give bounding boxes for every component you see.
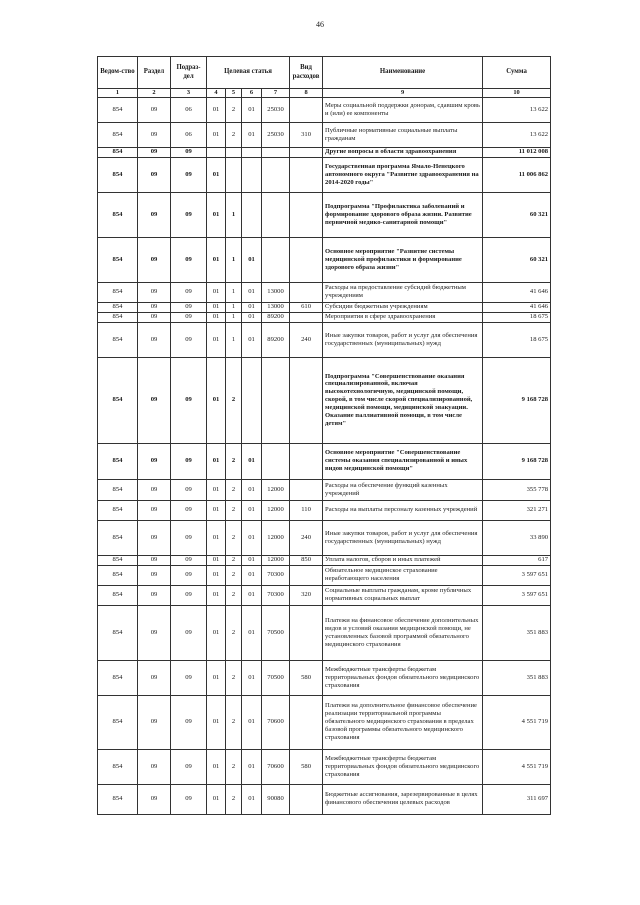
table-row <box>98 565 551 585</box>
header-target-article: Целевая статья <box>207 57 290 89</box>
table-row <box>98 660 551 695</box>
cell-department: 854 <box>98 520 138 555</box>
header-expense-type: Вид расходов <box>290 57 323 89</box>
cell-section: 09 <box>138 302 171 312</box>
cell-amount: 9 168 728 <box>483 443 551 479</box>
cell-target-subprogram: 2 <box>226 784 242 814</box>
cell-amount: 11 012 008 <box>483 147 551 157</box>
cell-target-direction <box>262 357 290 443</box>
cell-target-subprogram: 2 <box>226 555 242 565</box>
cell-target-activity: 01 <box>242 784 262 814</box>
cell-name: Основное мероприятие "Совершенствование системы оказания специализированной и иных видов медицинской помощи" <box>323 443 483 479</box>
cell-target-subprogram: 1 <box>226 302 242 312</box>
cell-target-direction: 70500 <box>262 660 290 695</box>
cell-target-program: 01 <box>207 479 226 500</box>
cell-department: 854 <box>98 479 138 500</box>
cell-subsection: 09 <box>171 660 207 695</box>
cell-amount: 13 622 <box>483 97 551 122</box>
cell-expense-type: 580 <box>290 660 323 695</box>
cell-target-activity: 01 <box>242 443 262 479</box>
table-row <box>98 555 551 565</box>
cell-expense-type <box>290 443 323 479</box>
cell-section: 09 <box>138 749 171 784</box>
cell-section: 09 <box>138 660 171 695</box>
cell-target-activity: 01 <box>242 500 262 520</box>
header-department: Ведом-ство <box>98 57 138 89</box>
cell-target-subprogram: 2 <box>226 357 242 443</box>
cell-name: Публичные нормативные социальные выплаты гражданам <box>323 122 483 147</box>
cell-expense-type <box>290 357 323 443</box>
header-amount: Сумма <box>483 57 551 89</box>
cell-target-activity: 01 <box>242 302 262 312</box>
cell-department: 854 <box>98 565 138 585</box>
cell-target-activity: 01 <box>242 605 262 660</box>
cell-amount: 351 883 <box>483 660 551 695</box>
cell-expense-type: 240 <box>290 322 323 357</box>
header-name: Наименование <box>323 57 483 89</box>
cell-expense-type: 850 <box>290 555 323 565</box>
cell-target-program: 01 <box>207 565 226 585</box>
table-row <box>98 237 551 282</box>
cell-target-activity: 01 <box>242 585 262 605</box>
cell-target-subprogram: 2 <box>226 605 242 660</box>
cell-target-direction: 12000 <box>262 479 290 500</box>
cell-subsection: 09 <box>171 312 207 322</box>
cell-name: Меры социальной поддержки донорам, сдавшим кровь и (или) ее компоненты <box>323 97 483 122</box>
column-number: 1 <box>98 89 138 98</box>
cell-name: Основное мероприятие "Развитие системы медицинской профилактики и формирование здорового образа жизни" <box>323 237 483 282</box>
cell-amount: 617 <box>483 555 551 565</box>
cell-section: 09 <box>138 784 171 814</box>
cell-target-activity: 01 <box>242 122 262 147</box>
cell-target-activity: 01 <box>242 97 262 122</box>
cell-department: 854 <box>98 157 138 192</box>
cell-section: 09 <box>138 565 171 585</box>
cell-target-activity <box>242 357 262 443</box>
cell-subsection: 09 <box>171 147 207 157</box>
cell-target-subprogram: 2 <box>226 585 242 605</box>
cell-amount: 33 890 <box>483 520 551 555</box>
cell-target-activity: 01 <box>242 555 262 565</box>
cell-target-subprogram: 2 <box>226 565 242 585</box>
cell-expense-type: 580 <box>290 749 323 784</box>
cell-target-direction: 70600 <box>262 695 290 749</box>
cell-target-direction: 70300 <box>262 565 290 585</box>
cell-amount: 41 646 <box>483 302 551 312</box>
cell-amount: 60 321 <box>483 237 551 282</box>
cell-name: Иные закупки товаров, работ и услуг для обеспечения государственных (муниципальных) нужд <box>323 322 483 357</box>
cell-target-subprogram: 2 <box>226 443 242 479</box>
cell-amount: 18 675 <box>483 322 551 357</box>
cell-amount: 351 883 <box>483 605 551 660</box>
cell-name: Подпрограмма "Профилактика заболеваний и формирование здорового образа жизни. Развитие первичной медико-санитарной помощи" <box>323 192 483 237</box>
cell-name: Мероприятия в сфере здравоохранения <box>323 312 483 322</box>
cell-target-direction <box>262 443 290 479</box>
cell-target-program: 01 <box>207 500 226 520</box>
cell-name: Иные закупки товаров, работ и услуг для обеспечения государственных (муниципальных) нужд <box>323 520 483 555</box>
cell-target-direction: 89200 <box>262 312 290 322</box>
column-number-row <box>98 89 551 98</box>
page-number: 46 <box>316 20 324 29</box>
cell-subsection: 09 <box>171 695 207 749</box>
cell-target-program: 01 <box>207 443 226 479</box>
cell-section: 09 <box>138 312 171 322</box>
cell-section: 09 <box>138 443 171 479</box>
column-number: 8 <box>290 89 323 98</box>
cell-section: 09 <box>138 282 171 302</box>
cell-target-subprogram: 2 <box>226 695 242 749</box>
cell-target-program: 01 <box>207 357 226 443</box>
cell-target-activity <box>242 157 262 192</box>
cell-name: Платежи на дополнительное финансовое обеспечение реализации территориальной программы обязательного медицинского страхования в пределах базовой программы обязательного медицинского страхования <box>323 695 483 749</box>
cell-target-program: 01 <box>207 97 226 122</box>
cell-target-direction: 12000 <box>262 520 290 555</box>
cell-name: Субсидии бюджетным учреждениям <box>323 302 483 312</box>
cell-subsection: 06 <box>171 122 207 147</box>
cell-target-activity: 01 <box>242 479 262 500</box>
cell-target-program: 01 <box>207 157 226 192</box>
table-row <box>98 784 551 814</box>
cell-target-subprogram: 2 <box>226 749 242 784</box>
cell-target-activity: 01 <box>242 749 262 784</box>
cell-amount: 13 622 <box>483 122 551 147</box>
cell-target-program: 01 <box>207 660 226 695</box>
cell-department: 854 <box>98 97 138 122</box>
cell-amount: 4 551 719 <box>483 749 551 784</box>
table-row <box>98 192 551 237</box>
cell-target-program: 01 <box>207 585 226 605</box>
cell-amount: 311 697 <box>483 784 551 814</box>
cell-amount: 4 551 719 <box>483 695 551 749</box>
cell-target-direction: 25030 <box>262 122 290 147</box>
cell-department: 854 <box>98 695 138 749</box>
cell-subsection: 09 <box>171 555 207 565</box>
cell-subsection: 09 <box>171 784 207 814</box>
cell-expense-type <box>290 157 323 192</box>
cell-expense-type: 240 <box>290 520 323 555</box>
cell-department: 854 <box>98 605 138 660</box>
cell-target-subprogram: 2 <box>226 520 242 555</box>
cell-expense-type <box>290 147 323 157</box>
cell-department: 854 <box>98 192 138 237</box>
cell-amount: 41 646 <box>483 282 551 302</box>
column-number: 3 <box>171 89 207 98</box>
cell-department: 854 <box>98 585 138 605</box>
cell-section: 09 <box>138 520 171 555</box>
cell-department: 854 <box>98 147 138 157</box>
cell-target-direction: 13000 <box>262 302 290 312</box>
cell-expense-type <box>290 695 323 749</box>
cell-section: 09 <box>138 122 171 147</box>
cell-expense-type: 110 <box>290 500 323 520</box>
cell-amount: 355 778 <box>483 479 551 500</box>
cell-expense-type <box>290 565 323 585</box>
cell-name: Уплата налогов, сборов и иных платежей <box>323 555 483 565</box>
table-row <box>98 157 551 192</box>
table-row <box>98 443 551 479</box>
cell-section: 09 <box>138 585 171 605</box>
cell-target-subprogram: 2 <box>226 479 242 500</box>
cell-target-direction: 12000 <box>262 500 290 520</box>
column-number: 9 <box>323 89 483 98</box>
cell-department: 854 <box>98 312 138 322</box>
budget-table <box>97 56 551 815</box>
cell-target-activity: 01 <box>242 312 262 322</box>
cell-target-direction: 90080 <box>262 784 290 814</box>
cell-expense-type <box>290 312 323 322</box>
cell-target-activity: 01 <box>242 565 262 585</box>
table-row <box>98 122 551 147</box>
cell-target-subprogram: 1 <box>226 237 242 282</box>
cell-target-program: 01 <box>207 312 226 322</box>
table-row <box>98 479 551 500</box>
cell-name: Другие вопросы в области здравоохранения <box>323 147 483 157</box>
cell-expense-type: 610 <box>290 302 323 312</box>
cell-expense-type <box>290 192 323 237</box>
cell-department: 854 <box>98 555 138 565</box>
cell-name: Бюджетные ассигнования, зарезервированные в целях финансового обеспечения целевых расходов <box>323 784 483 814</box>
cell-section: 09 <box>138 500 171 520</box>
table-header-row <box>98 57 551 89</box>
cell-target-direction <box>262 147 290 157</box>
cell-target-activity <box>242 147 262 157</box>
cell-subsection: 09 <box>171 605 207 660</box>
cell-section: 09 <box>138 157 171 192</box>
cell-subsection: 09 <box>171 520 207 555</box>
cell-target-subprogram: 2 <box>226 122 242 147</box>
cell-target-activity: 01 <box>242 520 262 555</box>
cell-target-direction <box>262 237 290 282</box>
cell-department: 854 <box>98 749 138 784</box>
cell-expense-type <box>290 605 323 660</box>
cell-target-activity: 01 <box>242 695 262 749</box>
cell-target-program: 01 <box>207 695 226 749</box>
cell-subsection: 09 <box>171 357 207 443</box>
cell-target-direction: 89200 <box>262 322 290 357</box>
cell-department: 854 <box>98 357 138 443</box>
table-row <box>98 147 551 157</box>
cell-subsection: 09 <box>171 565 207 585</box>
column-number: 6 <box>242 89 262 98</box>
cell-target-direction: 70600 <box>262 749 290 784</box>
cell-target-program <box>207 147 226 157</box>
cell-department: 854 <box>98 784 138 814</box>
cell-department: 854 <box>98 443 138 479</box>
cell-subsection: 09 <box>171 157 207 192</box>
cell-section: 09 <box>138 695 171 749</box>
cell-name: Расходы на обеспечение функций казенных учреждений <box>323 479 483 500</box>
cell-target-activity <box>242 192 262 237</box>
cell-target-program: 01 <box>207 237 226 282</box>
cell-target-direction: 13000 <box>262 282 290 302</box>
table-row <box>98 322 551 357</box>
cell-target-program: 01 <box>207 605 226 660</box>
cell-target-subprogram: 1 <box>226 322 242 357</box>
cell-name: Подпрограмма "Совершенствование оказания специализированной, включая высокотехнологичную, медицинской помощи, скорой, в том числе скорой специализированной, медицинской помощи, медицинской эвакуации. Оказание паллиативной помощи, в том числе детям" <box>323 357 483 443</box>
cell-target-program: 01 <box>207 282 226 302</box>
cell-expense-type <box>290 237 323 282</box>
cell-amount: 321 271 <box>483 500 551 520</box>
cell-amount: 3 597 651 <box>483 585 551 605</box>
table-row <box>98 500 551 520</box>
column-number: 10 <box>483 89 551 98</box>
cell-target-subprogram <box>226 157 242 192</box>
table-row <box>98 357 551 443</box>
column-number: 4 <box>207 89 226 98</box>
cell-target-program: 01 <box>207 520 226 555</box>
table-row <box>98 695 551 749</box>
cell-department: 854 <box>98 122 138 147</box>
cell-subsection: 09 <box>171 192 207 237</box>
cell-target-subprogram: 1 <box>226 282 242 302</box>
cell-name: Расходы на выплаты персоналу казенных учреждений <box>323 500 483 520</box>
cell-section: 09 <box>138 605 171 660</box>
cell-target-direction: 25030 <box>262 97 290 122</box>
cell-name: Обязательное медицинское страхование неработающего населения <box>323 565 483 585</box>
cell-name: Расходы на предоставление субсидий бюджетным учреждениям <box>323 282 483 302</box>
cell-target-program: 01 <box>207 555 226 565</box>
cell-target-subprogram: 2 <box>226 660 242 695</box>
cell-subsection: 09 <box>171 302 207 312</box>
cell-target-direction <box>262 157 290 192</box>
cell-target-subprogram: 1 <box>226 312 242 322</box>
cell-department: 854 <box>98 237 138 282</box>
cell-section: 09 <box>138 555 171 565</box>
cell-expense-type <box>290 479 323 500</box>
cell-target-program: 01 <box>207 784 226 814</box>
cell-target-activity: 01 <box>242 282 262 302</box>
cell-subsection: 09 <box>171 749 207 784</box>
cell-target-subprogram <box>226 147 242 157</box>
cell-subsection: 09 <box>171 282 207 302</box>
cell-target-activity: 01 <box>242 660 262 695</box>
cell-target-direction: 70300 <box>262 585 290 605</box>
cell-section: 09 <box>138 192 171 237</box>
cell-department: 854 <box>98 500 138 520</box>
cell-target-program: 01 <box>207 192 226 237</box>
cell-expense-type <box>290 784 323 814</box>
table-row <box>98 520 551 555</box>
cell-department: 854 <box>98 282 138 302</box>
header-subsection: Подраз-дел <box>171 57 207 89</box>
cell-section: 09 <box>138 357 171 443</box>
cell-section: 09 <box>138 147 171 157</box>
cell-department: 854 <box>98 660 138 695</box>
cell-expense-type: 320 <box>290 585 323 605</box>
cell-target-subprogram: 1 <box>226 192 242 237</box>
table-row <box>98 749 551 784</box>
table-row <box>98 282 551 302</box>
cell-subsection: 09 <box>171 322 207 357</box>
table-row <box>98 605 551 660</box>
cell-target-direction <box>262 192 290 237</box>
cell-target-program: 01 <box>207 322 226 357</box>
cell-expense-type: 310 <box>290 122 323 147</box>
cell-amount: 18 675 <box>483 312 551 322</box>
cell-expense-type <box>290 97 323 122</box>
cell-section: 09 <box>138 97 171 122</box>
cell-name: Межбюджетные трансферты бюджетам территориальных фондов обязательного медицинского страхования <box>323 660 483 695</box>
cell-target-program: 01 <box>207 122 226 147</box>
cell-subsection: 06 <box>171 97 207 122</box>
cell-target-activity: 01 <box>242 322 262 357</box>
cell-subsection: 09 <box>171 500 207 520</box>
column-number: 5 <box>226 89 242 98</box>
cell-name: Платежи на финансовое обеспечение дополнительных видов и условий оказания медицинской помощи, не установленных базовой программой обязательного медицинского страхования <box>323 605 483 660</box>
cell-amount: 11 006 862 <box>483 157 551 192</box>
table-row <box>98 312 551 322</box>
cell-subsection: 09 <box>171 479 207 500</box>
cell-expense-type <box>290 282 323 302</box>
cell-department: 854 <box>98 302 138 312</box>
cell-target-program: 01 <box>207 302 226 312</box>
table-row <box>98 97 551 122</box>
cell-target-activity: 01 <box>242 237 262 282</box>
cell-subsection: 09 <box>171 585 207 605</box>
cell-target-direction: 70500 <box>262 605 290 660</box>
cell-name: Социальные выплаты гражданам, кроме публичных нормативных социальных выплат <box>323 585 483 605</box>
table-row <box>98 302 551 312</box>
column-number: 2 <box>138 89 171 98</box>
column-number: 7 <box>262 89 290 98</box>
cell-name: Государственная программа Ямало-Ненецкого автономного округа "Развитие здравоохранения на 2014-2020 годы" <box>323 157 483 192</box>
cell-section: 09 <box>138 237 171 282</box>
cell-name: Межбюджетные трансферты бюджетам территориальных фондов обязательного медицинского страхования <box>323 749 483 784</box>
cell-department: 854 <box>98 322 138 357</box>
header-section: Раздел <box>138 57 171 89</box>
cell-section: 09 <box>138 479 171 500</box>
cell-amount: 9 168 728 <box>483 357 551 443</box>
table-body <box>98 97 551 814</box>
cell-section: 09 <box>138 322 171 357</box>
cell-target-program: 01 <box>207 749 226 784</box>
cell-target-direction: 12000 <box>262 555 290 565</box>
cell-subsection: 09 <box>171 443 207 479</box>
table-row <box>98 585 551 605</box>
cell-target-subprogram: 2 <box>226 97 242 122</box>
cell-amount: 60 321 <box>483 192 551 237</box>
cell-amount: 3 597 651 <box>483 565 551 585</box>
cell-target-subprogram: 2 <box>226 500 242 520</box>
cell-subsection: 09 <box>171 237 207 282</box>
